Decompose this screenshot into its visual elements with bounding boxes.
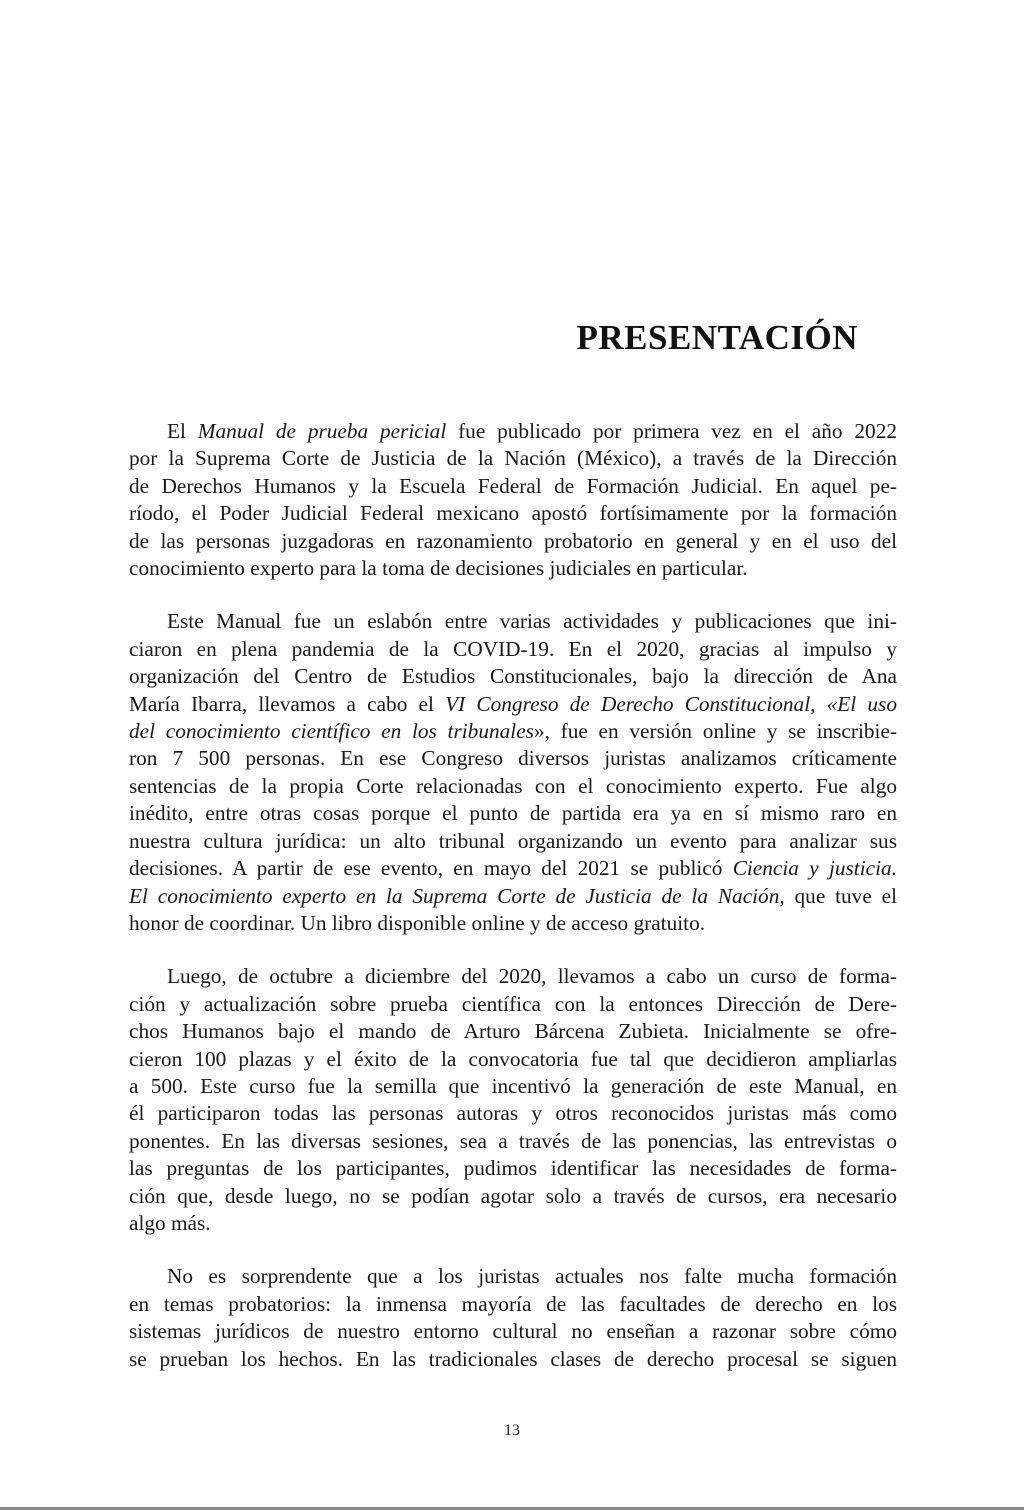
text-run: ríodo, el Poder Judicial Federal mexicano apostó fortísimamente por la formación xyxy=(129,501,897,526)
text-run: organización del Centro de Estudios Constitucionales, bajo la dirección de Ana xyxy=(129,664,897,689)
text-line xyxy=(129,1263,897,1290)
page-number: 13 xyxy=(504,1422,520,1439)
text-line xyxy=(129,718,897,745)
italic-run: Manual de prueba pericial xyxy=(197,419,447,443)
text-run: ción y actualización sobre prueba científica con la entonces Dirección de Dere- xyxy=(129,991,897,1016)
text-run: sentencias de la propia Corte relacionadas con el conocimiento experto. Fue algo xyxy=(129,773,897,798)
text-run: ción que, desde luego, no se podían agotar solo a través de cursos, era necesario xyxy=(129,1183,897,1208)
text-run: de Derechos Humanos y la Escuela Federal de Formación Judicial. En aquel pe- xyxy=(129,473,897,498)
text-line xyxy=(129,473,897,500)
text-run: honor de coordinar. Un libro disponible online y de acceso gratuito. xyxy=(129,910,706,935)
text-line xyxy=(129,1210,897,1237)
text-line xyxy=(129,1346,897,1373)
text-run: fue publicado por primera vez en el año 2022 xyxy=(446,419,897,443)
text-line xyxy=(129,963,897,990)
text-run: nuestra cultura jurídica: un alto tribunal organizando un evento para analizar sus xyxy=(129,828,897,853)
italic-run: VI Congreso de Derecho Constitucional, «El uso xyxy=(445,691,897,716)
text-run: El xyxy=(167,419,198,443)
text-run: las preguntas de los participantes, pudimos identificar las necesidades de forma- xyxy=(129,1156,897,1181)
text-run: », fue en versión online y se inscribie- xyxy=(533,719,898,744)
text-line xyxy=(129,1018,897,1045)
text-line xyxy=(129,555,897,582)
text-run: se prueban los hechos. En las tradicionales clases de derecho procesal se siguen xyxy=(129,1346,897,1371)
text-run: de las personas juzgadoras en razonamiento probatorio en general y en el uso del xyxy=(129,528,897,553)
text-line xyxy=(129,445,897,472)
text-run: a 500. Este curso fue la semilla que incentivó la generación de este Manual, en xyxy=(129,1073,897,1098)
italic-run: del conocimiento científico en los tribunales xyxy=(129,719,534,744)
text-run: No es sorprendente que a los juristas actuales nos falte mucha formación xyxy=(167,1264,897,1289)
text-line xyxy=(129,1128,897,1155)
italic-run: Ciencia y justicia. xyxy=(732,856,897,881)
text-line xyxy=(129,883,897,910)
paragraph xyxy=(129,1263,897,1373)
text-line xyxy=(129,1073,897,1100)
italic-run: El conocimiento experto en la Suprema Corte de Justicia de la Nación xyxy=(129,883,780,908)
text-line xyxy=(129,910,897,937)
text-line xyxy=(129,691,897,718)
text-run: Luego, de octubre a diciembre del 2020, llevamos a cabo un curso de forma- xyxy=(167,964,897,989)
text-line xyxy=(129,745,897,772)
text-line xyxy=(129,1318,897,1345)
text-line xyxy=(129,1183,897,1210)
text-run: , que tuve el xyxy=(779,883,897,908)
text-line xyxy=(129,663,897,690)
text-line xyxy=(129,528,897,555)
text-line xyxy=(129,773,897,800)
text-line xyxy=(129,636,897,663)
text-run: sistemas jurídicos de nuestro entorno cultural no enseñan a razonar sobre cómo xyxy=(129,1319,897,1344)
text-run: en temas probatorios: la inmensa mayoría de las facultades de derecho en los xyxy=(129,1291,897,1316)
text-line xyxy=(129,1046,897,1073)
text-run: algo más. xyxy=(129,1210,211,1235)
paragraph xyxy=(129,418,897,582)
text-line xyxy=(129,1100,897,1127)
text-run: inédito, entre otras cosas porque el punto de partida era ya en sí mismo raro en xyxy=(129,801,897,826)
text-line xyxy=(129,418,897,445)
text-run: decisiones. A partir de ese evento, en mayo del 2021 se publicó xyxy=(129,856,733,881)
text-run: él participaron todas las personas autoras y otros reconocidos juristas más como xyxy=(129,1101,897,1126)
text-run: conocimiento experto para la toma de decisiones judiciales en particular. xyxy=(129,556,748,581)
text-run: chos Humanos bajo el mando de Arturo Bárcena Zubieta. Inicialmente se ofre- xyxy=(129,1019,897,1044)
text-line xyxy=(129,1291,897,1318)
text-run: por la Suprema Corte de Justicia de la Nación (México), a través de la Dirección xyxy=(129,446,897,471)
text-line xyxy=(129,800,897,827)
text-line xyxy=(129,855,897,882)
page-title: PRESENTACIÓN xyxy=(576,318,858,357)
body-text xyxy=(129,418,897,1399)
text-line xyxy=(129,1155,897,1182)
paragraph xyxy=(129,963,897,1237)
text-run: María Ibarra, llevamos a cabo el xyxy=(129,691,446,716)
text-run: ciaron en plena pandemia de la COVID-19. En el 2020, gracias al impulso y xyxy=(129,636,897,661)
text-run: cieron 100 plazas y el éxito de la convocatoria fue tal que decidieron ampliarlas xyxy=(129,1046,897,1071)
text-line xyxy=(129,608,897,635)
paragraph xyxy=(129,608,897,937)
text-run: ron 7 500 personas. En ese Congreso diversos juristas analizamos críticamente xyxy=(129,746,897,771)
text-run: Este Manual fue un eslabón entre varias actividades y publicaciones que ini- xyxy=(167,609,897,634)
text-line xyxy=(129,500,897,527)
text-run: ponentes. En las diversas sesiones, sea a través de las ponencias, las entrevistas o xyxy=(129,1128,897,1153)
text-line xyxy=(129,828,897,855)
text-line xyxy=(129,991,897,1018)
